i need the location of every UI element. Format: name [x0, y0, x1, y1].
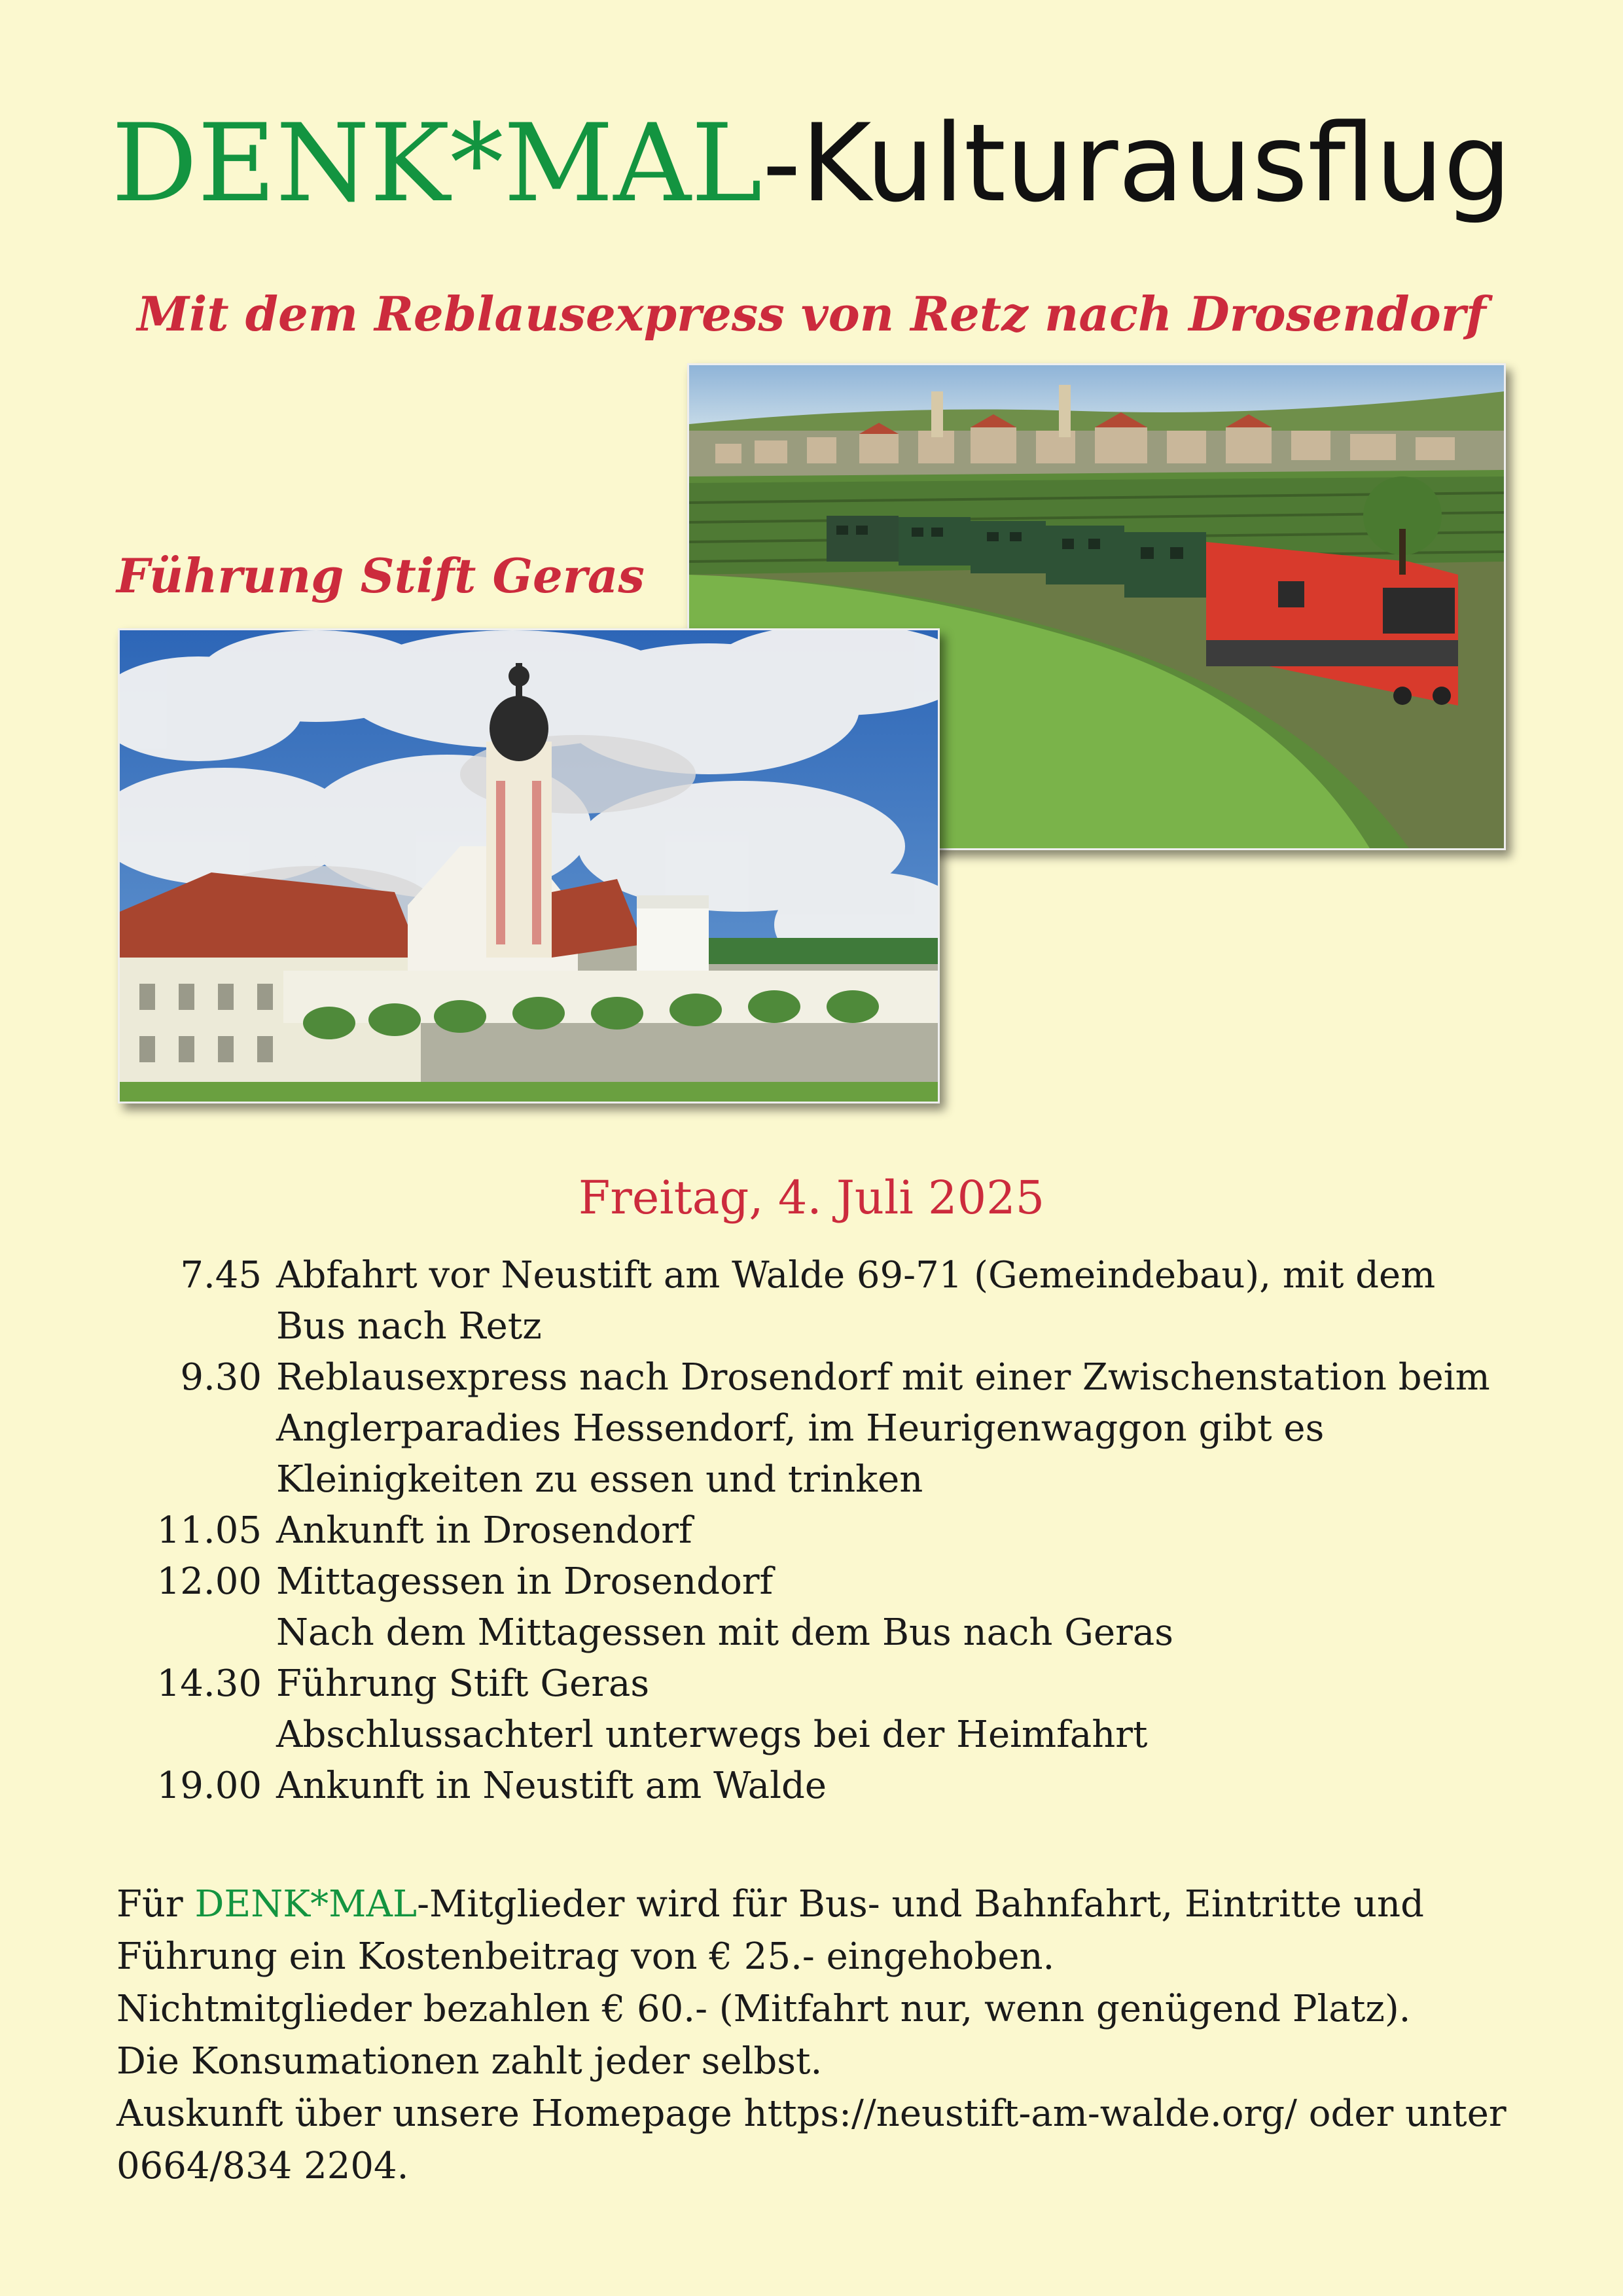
schedule-list — [131, 1250, 1492, 1812]
schedule-time: 9.30 — [180, 1356, 262, 1399]
schedule-line: Führung Stift Geras — [276, 1662, 650, 1705]
info-block — [116, 1878, 1524, 2193]
abbey-photo-graphic — [120, 630, 938, 1102]
schedule-time: 12.00 — [156, 1560, 262, 1603]
schedule-line: Ankunft in Neustift am Walde — [276, 1765, 827, 1807]
schedule-row — [131, 1659, 1492, 1761]
event-date: Freitag, 4. Juli 2025 — [578, 1171, 1045, 1225]
schedule-line: Anglerparadies Hessendorf, im Heurigenwaggon gibt es — [276, 1407, 1325, 1450]
title-brand: DENK*MAL — [111, 101, 762, 226]
info-line-3: Nichtmitglieder bezahlen € 60.- (Mitfahrt nur, wenn genügend Platz). — [116, 1988, 1411, 2030]
schedule-description — [276, 1761, 1492, 1812]
schedule-description — [276, 1556, 1492, 1659]
schedule-description — [276, 1659, 1492, 1761]
schedule-line: Bus nach Retz — [276, 1305, 542, 1348]
tour-label: Führung Stift Geras — [116, 548, 645, 603]
page-title — [0, 98, 1623, 229]
schedule-line: Mittagessen in Drosendorf — [276, 1560, 774, 1603]
schedule-line: Nach dem Mittagessen mit dem Bus nach Geras — [276, 1611, 1174, 1654]
info-rest: -Mitglieder wird für Bus- und Bahnfahrt, Eintritte und — [417, 1883, 1424, 1926]
info-line-1 — [116, 1878, 1524, 1931]
schedule-row — [131, 1352, 1492, 1505]
schedule-row — [131, 1505, 1492, 1556]
info-line-4: Die Konsumationen zahlt jeder selbst. — [116, 2040, 823, 2083]
info-line-5: Auskunft über unsere Homepage https://neustift-am-walde.org/ oder unter — [116, 2092, 1507, 2135]
schedule-line: Abschlussachterl unterwegs bei der Heimfahrt — [276, 1713, 1148, 1756]
info-prefix: Für — [116, 1883, 195, 1926]
schedule-time: 11.05 — [156, 1509, 262, 1552]
abbey-photo — [118, 628, 940, 1103]
schedule-description — [276, 1352, 1492, 1505]
info-brand: DENK*MAL — [194, 1883, 418, 1926]
schedule-time: 14.30 — [156, 1662, 262, 1705]
schedule-line: Ankunft in Drosendorf — [276, 1509, 692, 1552]
schedule-time: 7.45 — [180, 1254, 262, 1297]
schedule-line: Abfahrt vor Neustift am Walde 69-71 (Gemeindebau), mit dem — [276, 1254, 1436, 1297]
info-line-6: 0664/834 2204. — [116, 2145, 409, 2187]
subtitle: Mit dem Reblausexpress von Retz nach Drosendorf — [137, 286, 1486, 342]
schedule-row — [131, 1761, 1492, 1812]
schedule-row — [131, 1250, 1492, 1352]
schedule-description — [276, 1250, 1492, 1352]
schedule-row — [131, 1556, 1492, 1659]
schedule-line: Kleinigkeiten zu essen und trinken — [276, 1458, 923, 1501]
schedule-line: Reblausexpress nach Drosendorf mit einer Zwischenstation beim — [276, 1356, 1490, 1399]
schedule-description — [276, 1505, 1492, 1556]
schedule-time: 19.00 — [156, 1765, 262, 1807]
title-rest: -Kulturausflug — [762, 101, 1512, 226]
info-line-2: Führung ein Kostenbeitrag von € 25.- eingehoben. — [116, 1935, 1055, 1978]
